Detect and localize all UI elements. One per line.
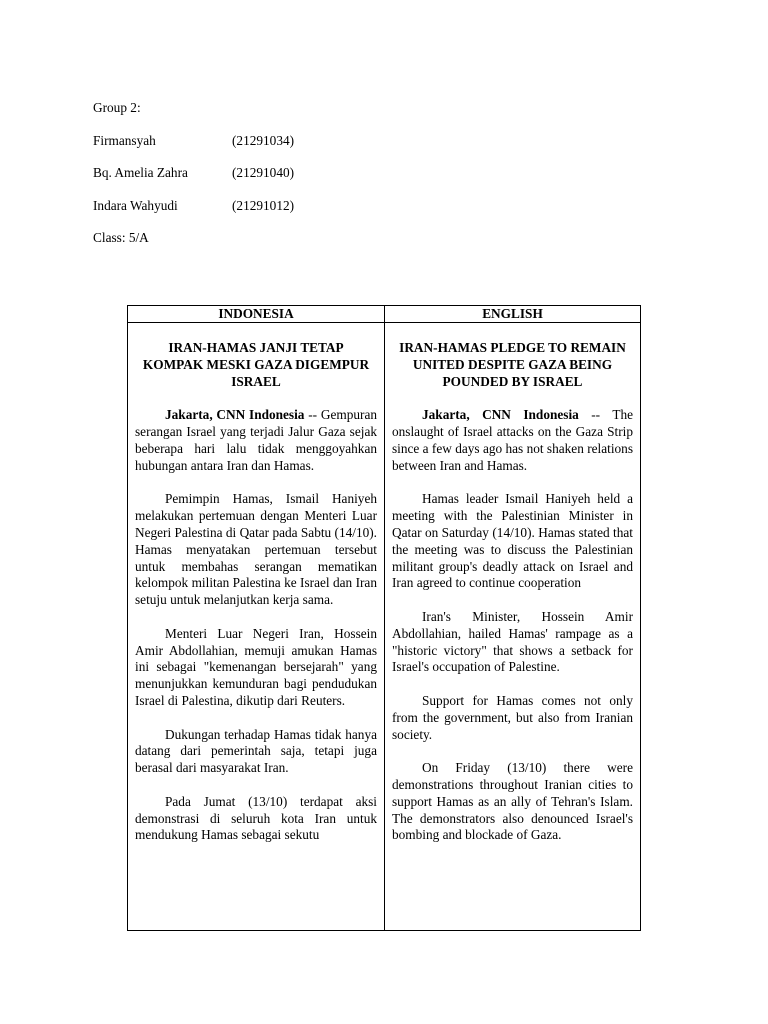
column-header-indonesia: INDONESIA <box>128 306 385 323</box>
member-id: (21291012) <box>232 197 295 213</box>
indonesia-cell <box>128 323 385 931</box>
paragraph: Pada Jumat (13/10) terdapat aksi demonstrasi di seluruh kota Iran untuk mendukung Hamas sebagai sekutu <box>135 793 377 843</box>
english-lead-paragraph <box>392 407 633 474</box>
lead-text: -- The onslaught of Israel attacks on the Gaza Strip since a few days ago has not shaken relations between Iran and Hamas. <box>392 407 633 473</box>
member-id: (21291034) <box>232 132 295 148</box>
member-name: Firmansyah <box>93 132 156 148</box>
paragraph: Dukungan terhadap Hamas tidak hanya datang dari pemerintah saja, tetapi juga berasal dari masyarakat Iran. <box>135 726 377 776</box>
english-headline: IRAN-HAMAS PLEDGE TO REMAIN UNITED DESPITE GAZA BEING POUNDED BY ISRAEL <box>399 340 626 389</box>
indonesia-headline: IRAN-HAMAS JANJI TETAP KOMPAK MESKI GAZA DIGEMPUR ISRAEL <box>142 340 370 389</box>
member-id: (21291040) <box>232 165 295 181</box>
table-header-row <box>128 306 641 323</box>
column-header-english: ENGLISH <box>385 306 641 323</box>
table-body-row <box>128 323 641 931</box>
group-label: Group 2: <box>93 100 141 115</box>
paragraph: Support for Hamas comes not only from the government, but also from Iranian society. <box>392 692 633 742</box>
member-row <box>93 165 393 182</box>
lead-text: -- Gempuran serangan Israel yang terjadi Jalur Gaza sejak beberapa hari lalu tidak menggoyahkan hubungan antara Iran dan Hamas. <box>135 407 377 473</box>
paragraph: Hamas leader Ismail Haniyeh held a meeting with the Palestinian Minister in Qatar on Saturday (14/10). Hamas stated that the meeting was to discuss the Palestinian militant group's deadly attack on Israel and Iran agreed to continue cooperation <box>392 491 633 591</box>
translation-table <box>127 305 641 931</box>
class-label: Class: 5/A <box>93 230 149 246</box>
paragraph: On Friday (13/10) there were demonstrations throughout Iranian cities to support Hamas as an ally of Tehran's Islam. The demonstrators also denounced Israel's bombing and blockade of Gaza. <box>392 760 633 843</box>
member-row <box>93 198 393 215</box>
dateline: Jakarta, CNN Indonesia <box>165 407 305 423</box>
paragraph: Pemimpin Hamas, Ismail Haniyeh melakukan pertemuan dengan Menteri Luar Negeri Palestina di Qatar pada Sabtu (14/10). Hamas menyatakan pertemuan tersebut untuk membahas serangan mematikan kelompok militan Palestina ke Israel dan Iran setuju untuk melanjutkan kerja sama. <box>135 491 377 608</box>
member-name: Bq. Amelia Zahra <box>93 165 188 181</box>
member-name: Indara Wahyudi <box>93 197 178 213</box>
paragraph: Menteri Luar Negeri Iran, Hossein Amir Abdollahian, memuji amukan Hamas ini sebagai "kemenangan bersejarah" yang menunjukkan kemunduran bagi pendudukan Israel di Palestina, dikutip dari Reuters. <box>135 625 377 708</box>
header-block <box>93 100 393 263</box>
indonesia-lead-paragraph <box>135 407 377 474</box>
english-cell <box>385 323 641 931</box>
paragraph: Iran's Minister, Hossein Amir Abdollahian, hailed Hamas' rampage as a "historic victory" that shows a setback for Israel's occupation of Palestine. <box>392 608 633 675</box>
member-row <box>93 133 393 150</box>
dateline: Jakarta, CNN Indonesia <box>422 407 579 423</box>
